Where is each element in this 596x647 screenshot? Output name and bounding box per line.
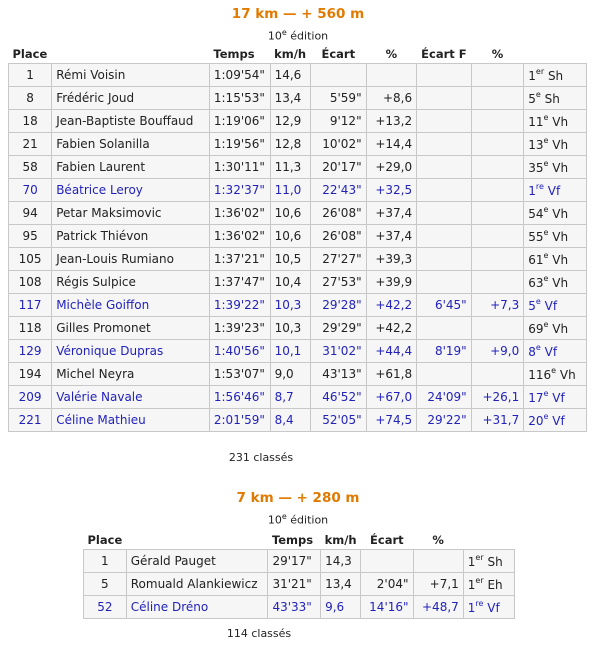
category-rank-suffix: re bbox=[475, 599, 484, 608]
race1-title: 17 km — + 560 m bbox=[231, 6, 365, 22]
result-cell bbox=[417, 317, 472, 340]
result-row bbox=[9, 317, 587, 340]
result-cell: +32,5 bbox=[366, 179, 417, 202]
result-cell: 21 bbox=[9, 133, 52, 156]
category-cell bbox=[524, 317, 587, 340]
result-row bbox=[84, 573, 515, 596]
result-cell: 1:32'37" bbox=[209, 179, 270, 202]
result-cell: Frédéric Joud bbox=[52, 87, 210, 110]
result-cell bbox=[471, 202, 524, 225]
result-cell: 129 bbox=[9, 340, 52, 363]
column-header: km/h bbox=[274, 46, 307, 61]
race2-classified-count: 114 classés bbox=[226, 627, 292, 640]
category-code: Vf bbox=[487, 601, 500, 615]
result-cell bbox=[417, 271, 472, 294]
result-cell: 1 bbox=[84, 550, 127, 573]
result-cell: +39,3 bbox=[366, 248, 417, 271]
result-cell: 20'17" bbox=[311, 156, 367, 179]
result-cell: 5'59" bbox=[311, 87, 367, 110]
category-rank-suffix: er bbox=[535, 67, 545, 76]
result-cell: 105 bbox=[9, 248, 52, 271]
category-rank: 1 bbox=[467, 601, 476, 615]
category-rank-suffix: e bbox=[543, 320, 549, 329]
result-cell: 8,4 bbox=[270, 409, 310, 432]
result-row bbox=[9, 271, 587, 294]
column-header: Place bbox=[87, 532, 123, 547]
category-code: Sh bbox=[487, 555, 503, 569]
result-cell: Michel Neyra bbox=[52, 363, 210, 386]
header-row bbox=[9, 44, 587, 64]
result-cell: Gérald Pauget bbox=[126, 550, 268, 573]
column-header: Écart F bbox=[421, 46, 467, 61]
category-rank: 54 bbox=[528, 207, 544, 221]
category-code: Vh bbox=[552, 230, 569, 244]
category-code: Sh bbox=[547, 69, 564, 83]
column-header: % bbox=[385, 46, 398, 61]
category-code: Vh bbox=[552, 276, 569, 290]
result-cell: +48,7 bbox=[413, 596, 463, 619]
category-rank: 35 bbox=[528, 161, 544, 175]
result-cell: +67,0 bbox=[366, 386, 417, 409]
result-cell: 22'43" bbox=[311, 179, 367, 202]
category-rank-suffix: er bbox=[475, 576, 484, 585]
result-cell: Petar Maksimovic bbox=[52, 202, 210, 225]
result-cell: Céline Dréno bbox=[126, 596, 268, 619]
result-cell: 12,9 bbox=[270, 110, 310, 133]
result-cell: Jean-Louis Rumiano bbox=[52, 248, 210, 271]
result-cell: 1:56'46" bbox=[209, 386, 270, 409]
result-cell: Céline Mathieu bbox=[52, 409, 210, 432]
category-cell bbox=[524, 409, 587, 432]
category-rank: 1 bbox=[528, 184, 536, 198]
column-header: km/h bbox=[324, 532, 357, 547]
result-cell: Gilles Promonet bbox=[52, 317, 210, 340]
result-cell bbox=[471, 363, 524, 386]
race1-results-table bbox=[8, 44, 587, 432]
race2-edition: 10e édition bbox=[267, 512, 329, 527]
result-row bbox=[9, 225, 587, 248]
category-rank-suffix: e bbox=[543, 251, 549, 260]
result-cell: 1:39'22" bbox=[209, 294, 270, 317]
category-cell bbox=[524, 202, 587, 225]
category-cell bbox=[463, 550, 514, 573]
result-cell: Rémi Voisin bbox=[52, 64, 210, 87]
category-rank: 5 bbox=[528, 92, 536, 106]
category-rank-suffix: e bbox=[543, 113, 549, 122]
result-cell bbox=[417, 363, 472, 386]
category-rank: 5 bbox=[528, 299, 536, 313]
result-cell: 10,1 bbox=[270, 340, 310, 363]
result-cell: +42,2 bbox=[366, 317, 417, 340]
category-rank-suffix: e bbox=[543, 205, 549, 214]
result-cell: 1:30'11" bbox=[209, 156, 270, 179]
result-cell bbox=[471, 248, 524, 271]
result-row bbox=[9, 64, 587, 87]
result-cell: +74,5 bbox=[366, 409, 417, 432]
result-row bbox=[9, 110, 587, 133]
result-cell: 9,0 bbox=[270, 363, 310, 386]
result-row bbox=[84, 596, 515, 619]
category-cell bbox=[463, 573, 514, 596]
result-cell: 1:53'07" bbox=[209, 363, 270, 386]
result-cell: +26,1 bbox=[471, 386, 524, 409]
result-cell: 14'16" bbox=[361, 596, 413, 619]
column-header bbox=[463, 530, 514, 550]
column-header: Temps bbox=[271, 532, 314, 547]
category-rank: 11 bbox=[528, 115, 544, 129]
category-cell bbox=[524, 271, 587, 294]
result-cell: 29'22" bbox=[417, 409, 472, 432]
category-rank-suffix: e bbox=[543, 136, 549, 145]
race1-classified-count: 231 classés bbox=[228, 451, 294, 464]
result-cell: +7,1 bbox=[413, 573, 463, 596]
category-rank-suffix: e bbox=[551, 366, 557, 375]
result-cell: 10,5 bbox=[270, 248, 310, 271]
result-cell bbox=[471, 87, 524, 110]
result-cell: 194 bbox=[9, 363, 52, 386]
result-cell: 108 bbox=[9, 271, 52, 294]
result-cell: 1 bbox=[9, 64, 52, 87]
result-cell: +13,2 bbox=[366, 110, 417, 133]
result-row bbox=[84, 550, 515, 573]
category-rank: 20 bbox=[528, 414, 544, 428]
category-rank-suffix: e bbox=[535, 90, 541, 99]
result-cell: Michèle Goiffon bbox=[52, 294, 210, 317]
result-cell: 117 bbox=[9, 294, 52, 317]
category-code: Vf bbox=[544, 299, 558, 313]
result-cell: 43'33" bbox=[268, 596, 321, 619]
result-cell: 18 bbox=[9, 110, 52, 133]
result-cell: 1:09'54" bbox=[209, 64, 270, 87]
result-cell: Valérie Navale bbox=[52, 386, 210, 409]
category-rank: 1 bbox=[467, 555, 476, 569]
result-cell: +37,4 bbox=[366, 202, 417, 225]
result-cell: 13,4 bbox=[270, 87, 310, 110]
category-cell bbox=[524, 64, 587, 87]
result-cell: 1:36'02" bbox=[209, 225, 270, 248]
category-cell bbox=[524, 156, 587, 179]
result-cell: +44,4 bbox=[366, 340, 417, 363]
column-header bbox=[52, 44, 210, 64]
result-cell bbox=[417, 87, 472, 110]
category-rank: 63 bbox=[528, 276, 544, 290]
result-cell bbox=[417, 202, 472, 225]
result-cell: 24'09" bbox=[417, 386, 472, 409]
category-cell bbox=[524, 87, 587, 110]
result-row bbox=[9, 179, 587, 202]
result-cell: 52 bbox=[84, 596, 127, 619]
category-code: Vh bbox=[552, 322, 569, 336]
column-header: % bbox=[432, 532, 444, 547]
result-cell: +9,0 bbox=[471, 340, 524, 363]
result-row bbox=[9, 87, 587, 110]
result-cell: 29'17" bbox=[268, 550, 321, 573]
result-cell: 94 bbox=[9, 202, 52, 225]
result-cell: Jean-Baptiste Bouffaud bbox=[52, 110, 210, 133]
result-cell: 31'21" bbox=[268, 573, 321, 596]
result-cell: 26'08" bbox=[311, 225, 367, 248]
category-cell bbox=[524, 248, 587, 271]
category-rank: 1 bbox=[528, 69, 536, 83]
result-cell bbox=[417, 156, 472, 179]
category-rank-suffix: e bbox=[535, 297, 541, 306]
category-rank: 69 bbox=[528, 322, 544, 336]
result-cell: 1:36'02" bbox=[209, 202, 270, 225]
result-cell bbox=[311, 64, 367, 87]
result-cell: 43'13" bbox=[311, 363, 367, 386]
result-cell: 11,3 bbox=[270, 156, 310, 179]
result-cell: 46'52" bbox=[311, 386, 367, 409]
result-cell: 10,3 bbox=[270, 294, 310, 317]
category-cell bbox=[463, 596, 514, 619]
result-cell bbox=[471, 64, 524, 87]
result-row bbox=[9, 294, 587, 317]
result-cell: 1:19'06" bbox=[209, 110, 270, 133]
result-cell: 14,3 bbox=[321, 550, 361, 573]
result-row bbox=[9, 133, 587, 156]
result-cell: 12,8 bbox=[270, 133, 310, 156]
category-cell bbox=[524, 110, 587, 133]
result-row bbox=[9, 156, 587, 179]
result-cell: 10,6 bbox=[270, 225, 310, 248]
result-cell: 1:19'56" bbox=[209, 133, 270, 156]
column-header: Temps bbox=[213, 46, 255, 61]
category-rank-suffix: e bbox=[543, 389, 549, 398]
result-cell bbox=[471, 317, 524, 340]
result-cell: 52'05" bbox=[311, 409, 367, 432]
result-cell: Fabien Laurent bbox=[52, 156, 210, 179]
category-rank: 17 bbox=[528, 391, 544, 405]
category-rank-suffix: er bbox=[475, 553, 484, 562]
category-rank: 8 bbox=[528, 345, 536, 359]
result-cell bbox=[417, 110, 472, 133]
result-cell bbox=[471, 179, 524, 202]
race1-edition: 10e édition bbox=[267, 28, 329, 43]
result-cell: 8'19" bbox=[417, 340, 472, 363]
category-code: Sh bbox=[544, 92, 560, 106]
category-cell bbox=[524, 179, 587, 202]
result-cell: 9,6 bbox=[321, 596, 361, 619]
result-row bbox=[9, 340, 587, 363]
result-cell: Romuald Alankiewicz bbox=[126, 573, 268, 596]
column-header bbox=[524, 44, 587, 64]
category-code: Vh bbox=[552, 161, 569, 175]
result-cell: +37,4 bbox=[366, 225, 417, 248]
result-cell: 1:37'21" bbox=[209, 248, 270, 271]
result-cell: Patrick Thiévon bbox=[52, 225, 210, 248]
result-cell bbox=[361, 550, 413, 573]
result-cell bbox=[471, 225, 524, 248]
category-rank: 55 bbox=[528, 230, 544, 244]
result-cell: 27'53" bbox=[311, 271, 367, 294]
result-cell: 58 bbox=[9, 156, 52, 179]
result-cell: 10,4 bbox=[270, 271, 310, 294]
category-rank-suffix: e bbox=[543, 274, 549, 283]
result-row bbox=[9, 202, 587, 225]
result-row bbox=[9, 409, 587, 432]
category-rank: 13 bbox=[528, 138, 544, 152]
result-cell: 95 bbox=[9, 225, 52, 248]
race2-results-table bbox=[83, 530, 515, 619]
result-cell: 118 bbox=[9, 317, 52, 340]
result-cell: +7,3 bbox=[471, 294, 524, 317]
result-row bbox=[9, 248, 587, 271]
result-cell bbox=[471, 110, 524, 133]
category-cell bbox=[524, 363, 587, 386]
result-cell: 27'27" bbox=[311, 248, 367, 271]
result-cell: +14,4 bbox=[366, 133, 417, 156]
result-cell bbox=[417, 179, 472, 202]
category-rank: 1 bbox=[467, 578, 476, 592]
category-code: Vh bbox=[559, 368, 576, 382]
result-cell: 2'04" bbox=[361, 573, 413, 596]
category-code: Vh bbox=[552, 207, 569, 221]
result-cell: 1:15'53" bbox=[209, 87, 270, 110]
result-cell: 1:39'23" bbox=[209, 317, 270, 340]
result-cell: 31'02" bbox=[311, 340, 367, 363]
result-cell bbox=[417, 64, 472, 87]
column-header: Place bbox=[12, 46, 48, 61]
result-row bbox=[9, 363, 587, 386]
result-cell: 11,0 bbox=[270, 179, 310, 202]
result-cell: Béatrice Leroy bbox=[52, 179, 210, 202]
result-cell: +29,0 bbox=[366, 156, 417, 179]
result-cell: 70 bbox=[9, 179, 52, 202]
category-cell bbox=[524, 386, 587, 409]
result-cell bbox=[366, 64, 417, 87]
result-cell: 209 bbox=[9, 386, 52, 409]
category-rank-suffix: e bbox=[543, 412, 549, 421]
result-cell: 1:37'47" bbox=[209, 271, 270, 294]
category-code: Vf bbox=[552, 414, 565, 428]
result-cell: +31,7 bbox=[471, 409, 524, 432]
category-code: Vf bbox=[544, 345, 558, 359]
category-rank-suffix: e bbox=[535, 343, 541, 352]
category-cell bbox=[524, 340, 587, 363]
result-cell: 29'29" bbox=[311, 317, 367, 340]
result-cell: 8,7 bbox=[270, 386, 310, 409]
result-cell: +42,2 bbox=[366, 294, 417, 317]
result-cell: +39,9 bbox=[366, 271, 417, 294]
result-cell: 8 bbox=[9, 87, 52, 110]
result-cell: 10,6 bbox=[270, 202, 310, 225]
category-cell bbox=[524, 133, 587, 156]
column-header: Écart bbox=[321, 46, 356, 61]
category-cell bbox=[524, 225, 587, 248]
category-rank: 61 bbox=[528, 253, 544, 267]
category-cell bbox=[524, 294, 587, 317]
race2-title: 7 km — + 280 m bbox=[236, 490, 360, 506]
category-code: Vf bbox=[547, 184, 561, 198]
category-rank: 116 bbox=[528, 368, 552, 382]
category-rank-suffix: re bbox=[535, 182, 544, 191]
result-row bbox=[9, 386, 587, 409]
column-header: % bbox=[491, 46, 504, 61]
result-cell: Fabien Solanilla bbox=[52, 133, 210, 156]
result-cell bbox=[417, 248, 472, 271]
category-code: Eh bbox=[487, 578, 503, 592]
category-code: Vh bbox=[552, 138, 569, 152]
result-cell: 29'28" bbox=[311, 294, 367, 317]
result-cell bbox=[471, 156, 524, 179]
result-cell bbox=[471, 133, 524, 156]
result-cell: 221 bbox=[9, 409, 52, 432]
category-code: Vh bbox=[552, 253, 569, 267]
result-cell: +8,6 bbox=[366, 87, 417, 110]
result-cell: 1:40'56" bbox=[209, 340, 270, 363]
result-cell: 14,6 bbox=[270, 64, 310, 87]
result-cell: 10,3 bbox=[270, 317, 310, 340]
result-cell bbox=[471, 271, 524, 294]
result-cell: 13,4 bbox=[321, 573, 361, 596]
category-code: Vf bbox=[552, 391, 565, 405]
result-cell: 6'45" bbox=[417, 294, 472, 317]
result-cell bbox=[413, 550, 463, 573]
category-code: Vh bbox=[552, 115, 569, 129]
result-cell: 2:01'59" bbox=[209, 409, 270, 432]
result-cell bbox=[417, 133, 472, 156]
category-rank-suffix: e bbox=[543, 159, 549, 168]
result-cell: 5 bbox=[84, 573, 127, 596]
result-cell: Régis Sulpice bbox=[52, 271, 210, 294]
result-cell: +61,8 bbox=[366, 363, 417, 386]
result-cell: 10'02" bbox=[311, 133, 367, 156]
result-cell bbox=[417, 225, 472, 248]
result-cell: Véronique Dupras bbox=[52, 340, 210, 363]
header-row bbox=[84, 530, 515, 550]
category-rank-suffix: e bbox=[543, 228, 549, 237]
result-cell: 9'12" bbox=[311, 110, 367, 133]
result-cell: 26'08" bbox=[311, 202, 367, 225]
column-header: Écart bbox=[370, 532, 404, 547]
column-header bbox=[126, 530, 268, 550]
